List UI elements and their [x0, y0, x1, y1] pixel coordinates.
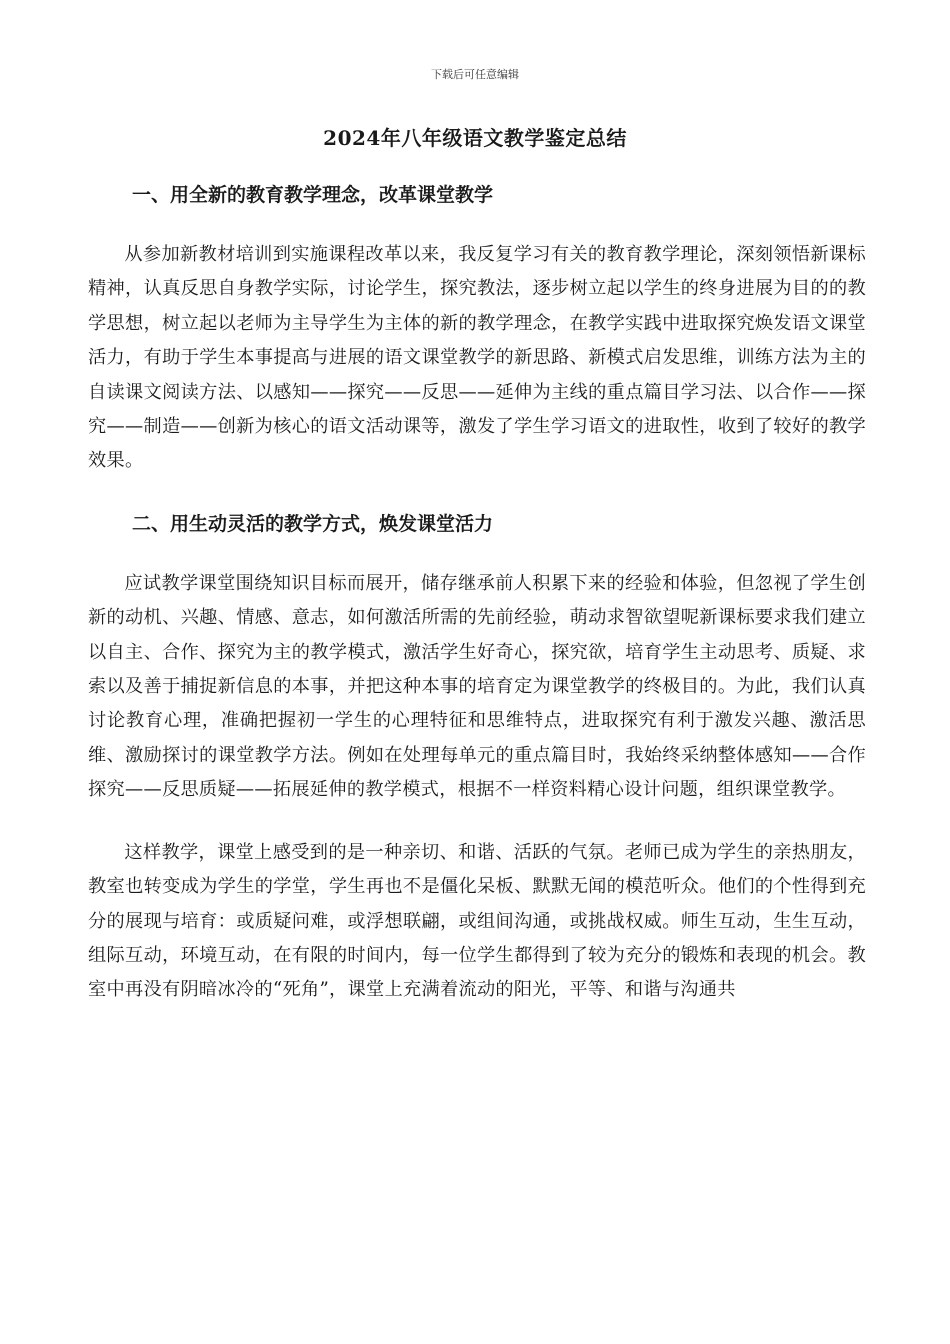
header-note: 下载后可任意编辑	[431, 68, 519, 81]
section-1-paragraph-1: 从参加新教材培训到实施课程改革以来，我反复学习有关的教育教学理论，深刻领悟新课标精神，认真反思自身教学实际，讨论学生，探究教法，逐步树立起以学生的终身进展为目的的教学思想，树立起以老师为主导学生为主体的新的教学理念，在教学实践中进取探究焕发语文课堂活力，有助于学生本事提高与进展的语文课堂教学的新思路、新模式启发思维，训练方法为主的自读课文阅读方法、以感知——探究——反思——延伸为主线的重点篇目学习法、以合作——探究——制造——创新为核心的语文活动课等，激发了学生学习语文的进取性，收到了较好的教学效果。	[88, 244, 866, 472]
section-2-paragraph-1: 应试教学课堂围绕知识目标而展开，储存继承前人积累下来的经验和体验，但忽视了学生创新的动机、兴趣、情感、意志，如何激活所需的先前经验，萌动求智欲望呢新课标要求我们建立以自主、合作、探究为主的教学模式，激活学生好奇心，探究欲，培育学生主动思考、质疑、求索以及善于捕捉新信息的本事，并把这种本事的培育定为课堂教学的终极目的。为此，我们认真讨论教育心理，准确把握初一学生的心理特征和思维特点，进取探究有利于激发兴趣、激活思维、激励探讨的课堂教学方法。例如在处理每单元的重点篇目时，我始终采纳整体感知——合作探究——反思质疑——拓展延伸的教学模式，根据不一样资料精心设计问题，组织课堂教学。	[88, 572, 866, 801]
section-heading-1: 一、用全新的教育教学理念，改革课堂教学	[132, 184, 494, 206]
section-heading-2: 二、用生动灵活的教学方式，焕发课堂活力	[132, 512, 494, 535]
section-2-paragraph-2: 这样教学，课堂上感受到的是一种亲切、和谐、活跃的气氛。老师已成为学生的亲热朋友，教室也转变成为学生的学堂，学生再也不是僵化呆板、默默无闻的模范听众。他们的个性得到充分的展现与培育：或质疑问难，或浮想联翩，或组间沟通，或挑战权威。师生互动，生生互动，组际互动，环境互动，在有限的时间内，每一位学生都得到了较为充分的锻炼和表现的机会。教室中再没有阴暗冰冷的“死角”，课堂上充满着流动的阳光，平等、和谐与沟通共	[88, 841, 866, 1001]
document-title: 2024年八年级语文教学鉴定总结	[323, 126, 627, 150]
document-body	[88, 178, 866, 1008]
